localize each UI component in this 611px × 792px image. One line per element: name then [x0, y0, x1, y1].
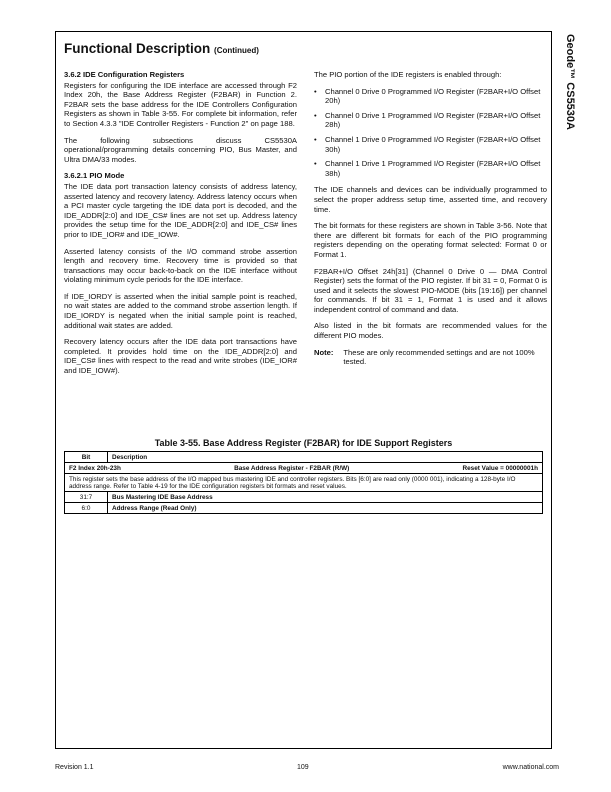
register-header-row	[65, 463, 543, 474]
paragraph: Recovery latency occurs after the IDE data port transactions have completed. It provides hold time on the IDE_ADDR[2:0] and IDE_CS# lines with respect to the read and write strobes (IDE_IOR# and IDE_IOW#).	[64, 337, 297, 376]
paragraph: The PIO portion of the IDE registers is enabled through:	[314, 70, 502, 79]
heading-suffix: (Continued)	[214, 46, 259, 55]
column-header-description: Description	[108, 452, 543, 463]
side-title	[558, 34, 580, 214]
description-cell: Bus Mastering IDE Base Address	[108, 492, 543, 503]
paragraph: The bit formats for these registers are shown in Table 3-56. Note that there are different bit formats for each of the PIO programming registers depending on the operating format selected: Format 0 or Format 1.	[314, 221, 547, 259]
bit-cell: 6:0	[65, 503, 108, 514]
list-item: • Channel 0 Drive 1 Programmed I/O Register (F2BAR+I/O Offset 28h)	[314, 111, 547, 130]
left-column	[64, 70, 297, 383]
table-row	[65, 492, 543, 503]
paragraph: Registers for configuring the IDE interface are accessed through F2 Index 20h, the Base Address Register (F2BAR) in Function 2. F2BAR sets the base address for the IDE Controllers Configuration Registers as shown in Table 3-55. For complete bit information, refer to Section 4.3.3 "IDE Controller Registers - Function 2" on page 188.	[64, 80, 297, 128]
paragraph: The IDE channels and devices can be individually programmed to select the proper address setup time, asserted time, and recovery time.	[314, 185, 547, 214]
note-text: These are only recommended settings and are not 100% tested.	[343, 347, 535, 367]
paragraph: Asserted latency consists of the I/O command strobe assertion length and recovery time. Recovery time is provided so that transactions may occur back-to-back on the IDE interface without violating minimum cycle periods for the IDE interface.	[64, 246, 297, 285]
paragraph: The following subsections discuss CS5530A operational/programming details concerning PIO, Bus Master, and Ultra DMA/33 modes.	[64, 135, 297, 164]
note	[314, 348, 547, 367]
list-item: • Channel 0 Drive 0 Programmed I/O Register (F2BAR+I/O Offset 20h)	[314, 87, 547, 106]
table-title: Table 3-55. Base Address Register (F2BAR) for IDE Support Registers	[154, 438, 453, 448]
register-header-cell	[65, 463, 543, 474]
description-cell: Address Range (Read Only)	[108, 503, 543, 514]
note-label: Note:	[314, 347, 334, 357]
paragraph: Also listed in the bit formats are recommended values for the different PIO modes.	[314, 321, 547, 341]
table-row	[65, 503, 543, 514]
register-table	[64, 451, 543, 514]
list-item: • Channel 1 Drive 1 Programmed I/O Register (F2BAR+I/O Offset 38h)	[314, 159, 547, 178]
list-item: • Channel 1 Drive 0 Programmed I/O Register (F2BAR+I/O Offset 30h)	[314, 135, 547, 154]
register-reset-value: Reset Value = 00000001h	[462, 464, 538, 472]
paragraph: F2BAR+I/O Offset 24h[31] (Channel 0 Drive 0 — DMA Control Register) sets the format of the PIO register. If bit 31 = 0, Format 0 is used and it selects the slowest PIO-MODE (bits [19:16]) per channel for commands. If bit 31 = 1, Format 1 is used and it allows independent control of command and data.	[314, 266, 547, 314]
register-description: This register sets the base address of the I/O mapped bus mastering IDE and controller registers. Bits [6:0] are read only (0000 001), indicating a 128-byte I/O address range. Refer to Table 4-19 for the IDE configuration registers bit formats and reset values.	[65, 474, 543, 492]
paragraph: The IDE data port transaction latency consists of address latency, asserted latency and recovery latency. Address latency occurs when a PCI master cycle targeting the IDE data port is decoded, and the IDE_ADDR[2:0] and IDE_CS# lines are not set up. Address latency provides the setup time for the IDE_ADDR[2:0] and IDE_CS# lines prior to IDE_IOR# and IDE_IOW#.	[64, 181, 297, 239]
paragraph: If IDE_IORDY is asserted when the initial sample point is reached, no wait states are added to the command strobe assertion length. If IDE_IORDY is negated when the initial sample point is reached, additional wait states are added.	[64, 291, 297, 330]
register-name: Base Address Register - F2BAR (R/W)	[234, 464, 350, 472]
side-title-text: Geode™ CS5530A	[564, 34, 576, 130]
footer-revision: Revision 1.1	[55, 764, 94, 771]
section-heading-pio-mode: 3.6.2.1 PIO Mode	[64, 171, 125, 181]
column-header-bit: Bit	[65, 452, 108, 463]
page-heading	[64, 41, 259, 56]
register-list	[314, 87, 547, 179]
footer-page-number: 109	[297, 764, 309, 771]
bit-cell: 31:7	[65, 492, 108, 503]
footer-website: www.national.com	[502, 764, 559, 771]
register-description-row	[65, 474, 543, 492]
heading-title: Functional Description	[64, 41, 211, 56]
register-index: F2 Index 20h-23h	[69, 464, 121, 472]
right-column	[314, 70, 547, 367]
table-header-row	[65, 452, 543, 463]
section-heading-ide-config: 3.6.2 IDE Configuration Registers	[64, 70, 185, 79]
